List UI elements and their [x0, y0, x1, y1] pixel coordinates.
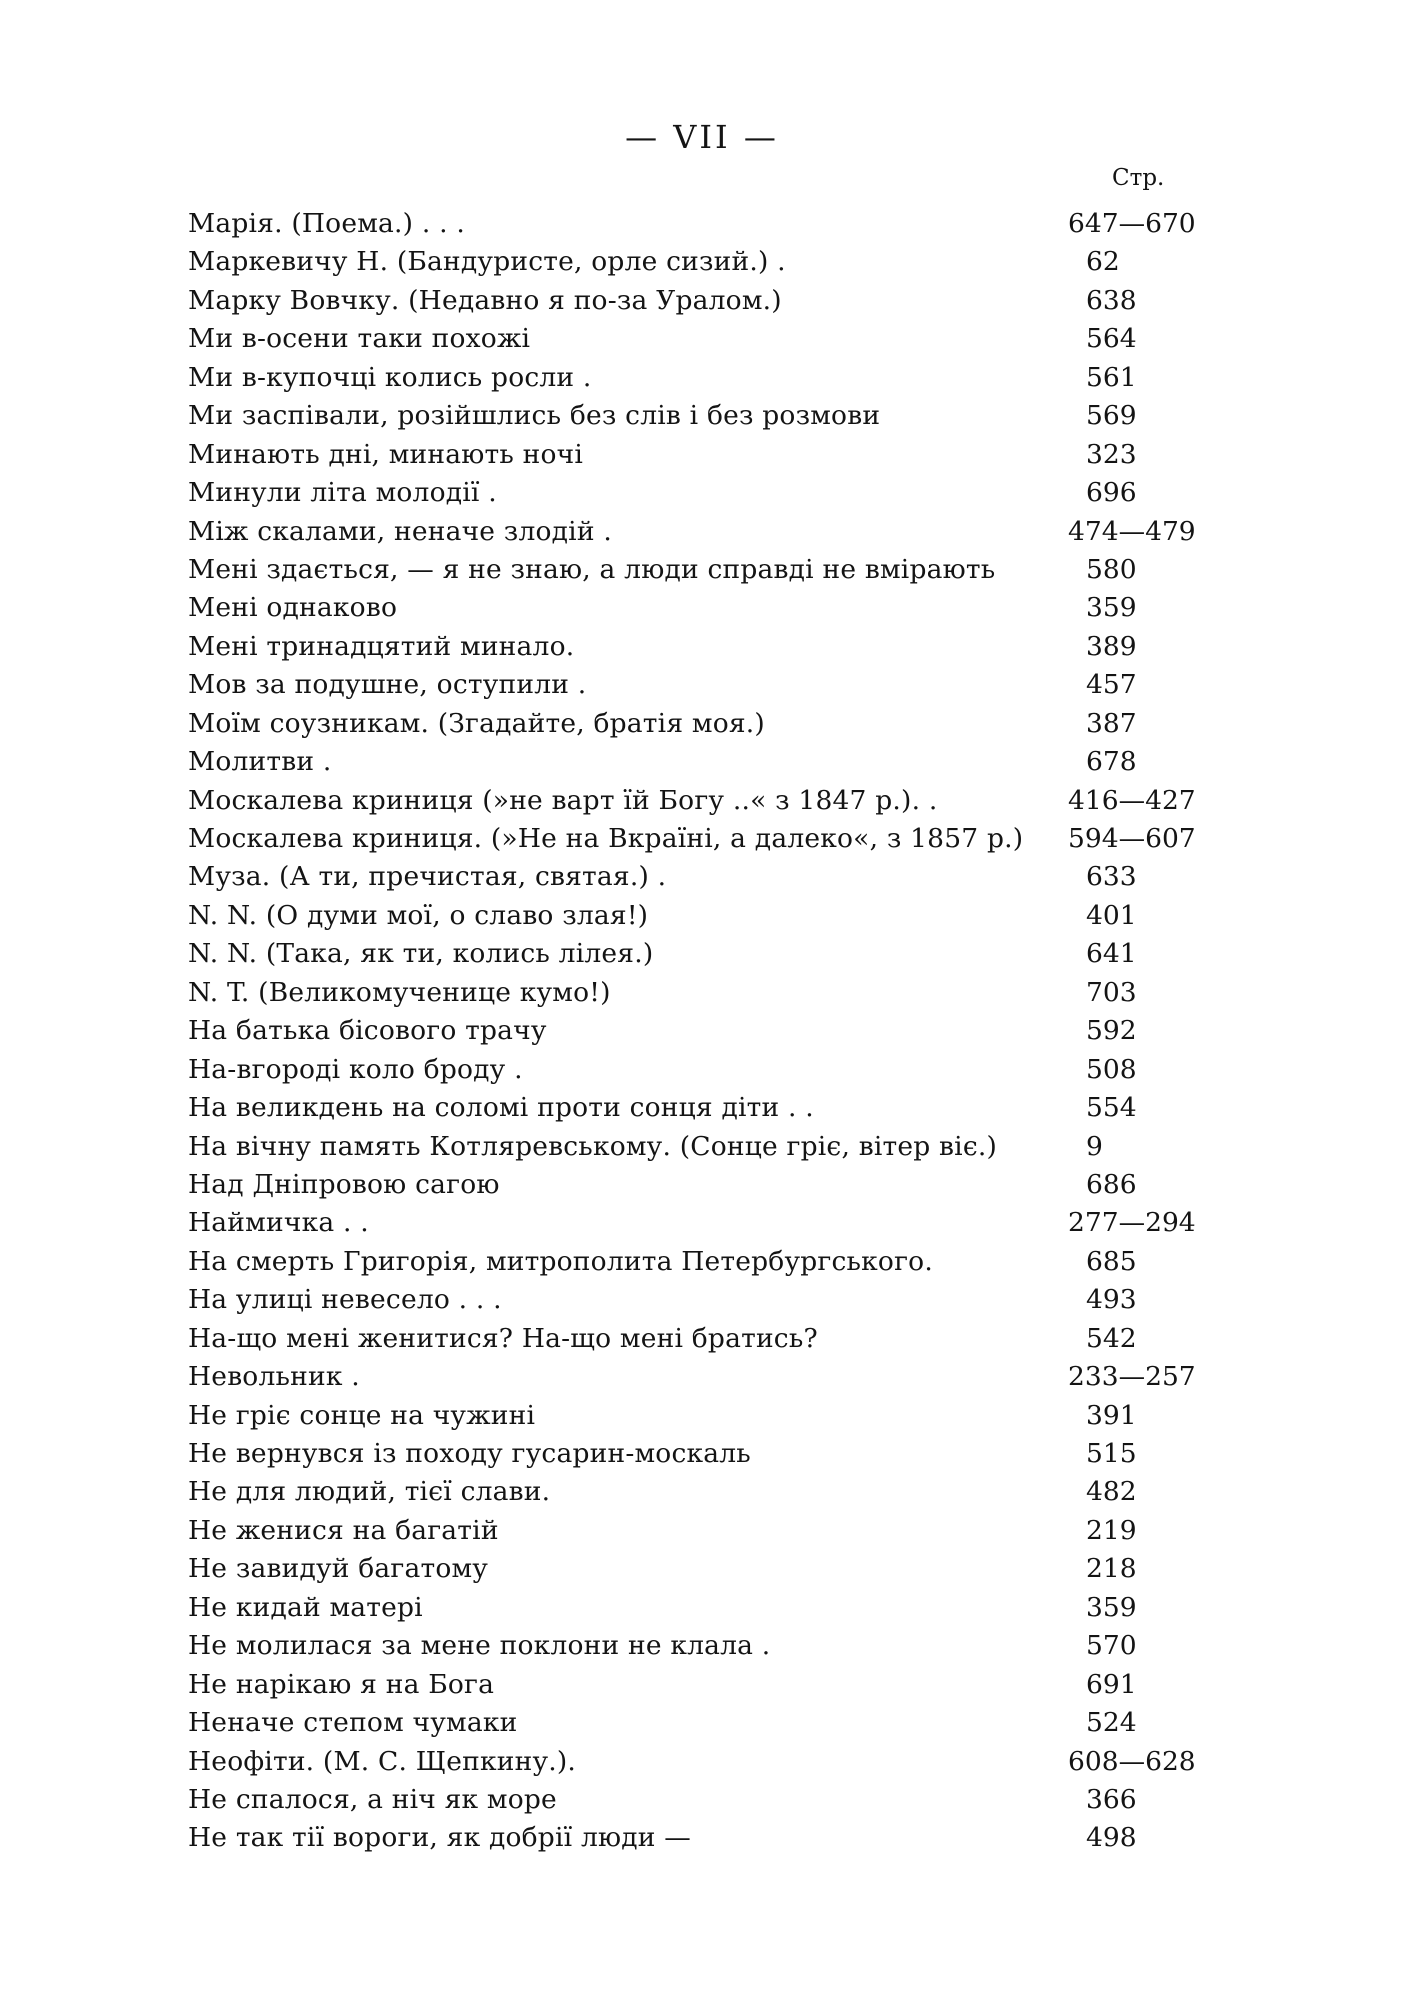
toc-entry: [188, 935, 1248, 973]
toc-entry-page: 678: [1086, 746, 1137, 778]
toc-entry-page: 482: [1086, 1476, 1137, 1508]
toc-entry-title: Минули літа молодії .: [188, 477, 497, 509]
toc-entry-page: 691: [1086, 1668, 1137, 1700]
toc-entry: [188, 1473, 1248, 1511]
toc-entry-page: 359: [1086, 1591, 1137, 1623]
toc-entry: [188, 743, 1248, 781]
toc-entry-title: Ми в-купочці колись росли .: [188, 361, 592, 393]
toc-entry: [188, 589, 1248, 627]
toc-entry-title: На улиці невесело . . .: [188, 1284, 502, 1316]
toc-entry-page: 219: [1086, 1514, 1137, 1546]
toc-entry-title: N. T. (Великомученице кумо!): [188, 976, 611, 1008]
toc-entry-title: Між скалами, неначе злодій .: [188, 515, 612, 547]
toc-entry-title: Не для людий, тієї слави.: [188, 1476, 551, 1508]
toc-entry-page: 498: [1086, 1822, 1137, 1854]
toc-entry-page: 401: [1086, 899, 1137, 931]
toc-entry-page: 561: [1086, 361, 1137, 393]
toc-entry-title: На-що мені женитися? На-що мені братись?: [188, 1322, 818, 1354]
toc-entry-title: Не гріє сонце на чужині: [188, 1399, 536, 1431]
toc-entry-title: Мені здається, — я не знаю, а люди справді не вмірають: [188, 553, 996, 585]
toc-entry-page: 647—670: [1068, 208, 1196, 239]
toc-entry-title: Москалева криниця (»не варт їй Богу ..« з 1847 р.). .: [188, 784, 938, 816]
toc-entry-title: На вічну память Котляревському. (Сонце гріє, вітер віє.): [188, 1130, 998, 1162]
toc-entry-page: 515: [1086, 1438, 1137, 1469]
toc-entry-page: 696: [1086, 477, 1137, 509]
toc-entry: [188, 628, 1248, 666]
toc-entry: [188, 1051, 1248, 1089]
toc-entry: [188, 1743, 1248, 1781]
toc-entry-page: 685: [1086, 1245, 1137, 1277]
toc-entry-page: 570: [1086, 1630, 1137, 1662]
toc-entry-page: 524: [1086, 1707, 1137, 1739]
toc-entry-page: 389: [1086, 630, 1137, 662]
toc-entry: [188, 1589, 1248, 1627]
toc-entry-page: 391: [1086, 1399, 1137, 1431]
toc-entry: [188, 1819, 1248, 1857]
toc-entry-title: Наймичка . .: [188, 1207, 369, 1239]
toc-entry-title: Мов за подушне, оступили .: [188, 669, 587, 701]
toc-entry: [188, 1435, 1248, 1473]
toc-entry-page: 387: [1086, 707, 1137, 739]
toc-entry-page: 608—628: [1068, 1745, 1196, 1777]
toc-entry-page: 457: [1086, 669, 1137, 701]
toc-entry-page: 686: [1086, 1168, 1137, 1200]
toc-entry-title: Молитви .: [188, 746, 332, 778]
toc-entry-page: 542: [1086, 1322, 1137, 1354]
toc-entry-page: 323: [1086, 438, 1137, 470]
toc-entry: [188, 1358, 1248, 1396]
toc-entry-title: Ми заспівали, розійшлись без слів і без розмови: [188, 400, 881, 432]
toc-entry-title: Неначе степом чумаки: [188, 1707, 518, 1739]
toc-entry-title: Маркевичу Н. (Бандуристе, орле сизий.) .: [188, 246, 786, 278]
toc-entry-page: 474—479: [1068, 515, 1196, 547]
toc-entry: [188, 282, 1248, 320]
toc-entry: [188, 436, 1248, 474]
toc-entry: [188, 551, 1248, 589]
toc-entry: [188, 974, 1248, 1012]
toc-entry-page: 508: [1086, 1053, 1137, 1085]
toc-entry-title: Мені однаково: [188, 592, 398, 624]
toc-entry-page: 594—607: [1068, 823, 1196, 854]
toc-entry: [188, 1204, 1248, 1242]
toc-entry-page: 638: [1086, 284, 1137, 316]
toc-entry-title: N. N. (О думи мої, о славо злая!): [188, 899, 649, 931]
toc-entry: [188, 243, 1248, 281]
toc-entry: [188, 397, 1248, 435]
page-column-header: Стр.: [1112, 165, 1165, 191]
toc-entry: [188, 858, 1248, 896]
toc-entry: [188, 1704, 1248, 1742]
toc-entry-title: Неофіти. (М. С. Щепкину.).: [188, 1745, 577, 1777]
toc-entry-title: Не вернувся із походу гусарин-москаль: [188, 1438, 751, 1469]
toc-entry-title: N. N. (Така, як ти, колись лілея.): [188, 938, 654, 970]
toc-entry-page: 641: [1086, 938, 1137, 970]
toc-entry: [188, 782, 1248, 820]
toc-entry-title: Не молилася за мене поклони не клала .: [188, 1630, 771, 1662]
toc-entry: [188, 513, 1248, 551]
toc-entry-title: Москалева криниця. (»Не на Вкраїні, а далеко«, з 1857 р.): [188, 823, 1024, 854]
toc-entry-page: 633: [1086, 861, 1137, 893]
toc-entry-page: 592: [1086, 1015, 1137, 1047]
table-of-contents: [188, 205, 1248, 1858]
toc-entry: [188, 1089, 1248, 1127]
toc-entry: [188, 1512, 1248, 1550]
toc-entry-page: 62: [1086, 246, 1120, 278]
toc-entry-page: 493: [1086, 1284, 1137, 1316]
toc-entry: [188, 1627, 1248, 1665]
toc-entry-page: 416—427: [1068, 784, 1196, 816]
toc-entry-title: Невольник .: [188, 1361, 360, 1393]
toc-entry: [188, 666, 1248, 704]
toc-entry-title: Муза. (А ти, пречистая, святая.) .: [188, 861, 667, 893]
toc-entry: [188, 1781, 1248, 1819]
toc-entry-page: 554: [1086, 1092, 1137, 1124]
toc-entry-page: 277—294: [1068, 1207, 1196, 1239]
toc-entry-title: Мені тринадцятий минало.: [188, 630, 575, 662]
toc-entry-page: 580: [1086, 553, 1137, 585]
toc-entry-title: Марку Вовчку. (Недавно я по-за Уралом.): [188, 284, 782, 316]
toc-entry-page: 366: [1086, 1783, 1137, 1815]
toc-entry-title: Над Дніпровою сагою: [188, 1168, 500, 1200]
toc-entry-title: Не нарікаю я на Бога: [188, 1668, 495, 1700]
toc-entry-page: 569: [1086, 400, 1137, 432]
toc-entry-page: 218: [1086, 1553, 1137, 1585]
toc-entry-title: На великдень на соломі проти сонця діти . .: [188, 1092, 814, 1124]
toc-entry: [188, 474, 1248, 512]
toc-entry-page: 359: [1086, 592, 1137, 624]
toc-entry: [188, 320, 1248, 358]
toc-entry: [188, 359, 1248, 397]
toc-entry-title: Минають дні, минають ночі: [188, 438, 584, 470]
toc-entry: [188, 1243, 1248, 1281]
toc-entry-title: На-вгороді коло броду .: [188, 1053, 523, 1085]
toc-entry: [188, 1281, 1248, 1319]
toc-entry-title: Не кидай матері: [188, 1591, 423, 1623]
toc-entry-page: 9: [1086, 1130, 1103, 1162]
toc-entry-page: 233—257: [1068, 1361, 1196, 1393]
toc-entry-title: Марія. (Поема.) . . .: [188, 208, 465, 239]
toc-entry-page: 703: [1086, 976, 1137, 1008]
page-number: — VII —: [625, 118, 779, 156]
toc-entry: [188, 820, 1248, 858]
toc-entry: [188, 897, 1248, 935]
toc-entry-title: Не так тії вороги, як добрії люди —: [188, 1822, 691, 1854]
toc-entry: [188, 1012, 1248, 1050]
toc-entry: [188, 1166, 1248, 1204]
toc-entry-title: Не спалося, а ніч як море: [188, 1783, 557, 1815]
toc-entry-title: Не женися на багатій: [188, 1514, 499, 1546]
toc-entry-title: На смерть Григорія, митрополита Петербургського.: [188, 1245, 933, 1277]
toc-entry: [188, 1550, 1248, 1588]
toc-entry: [188, 205, 1248, 243]
toc-entry: [188, 1397, 1248, 1435]
toc-entry: [188, 1320, 1248, 1358]
toc-entry-page: 564: [1086, 323, 1137, 355]
toc-entry-title: Моїм соузникам. (Згадайте, братія моя.): [188, 707, 765, 739]
toc-entry: [188, 1128, 1248, 1166]
toc-entry-title: Не завидуй багатому: [188, 1553, 489, 1585]
toc-entry-title: Ми в-осени таки похожі: [188, 323, 531, 355]
toc-entry-title: На батька бісового трачу: [188, 1015, 547, 1047]
toc-entry: [188, 705, 1248, 743]
toc-entry: [188, 1666, 1248, 1704]
